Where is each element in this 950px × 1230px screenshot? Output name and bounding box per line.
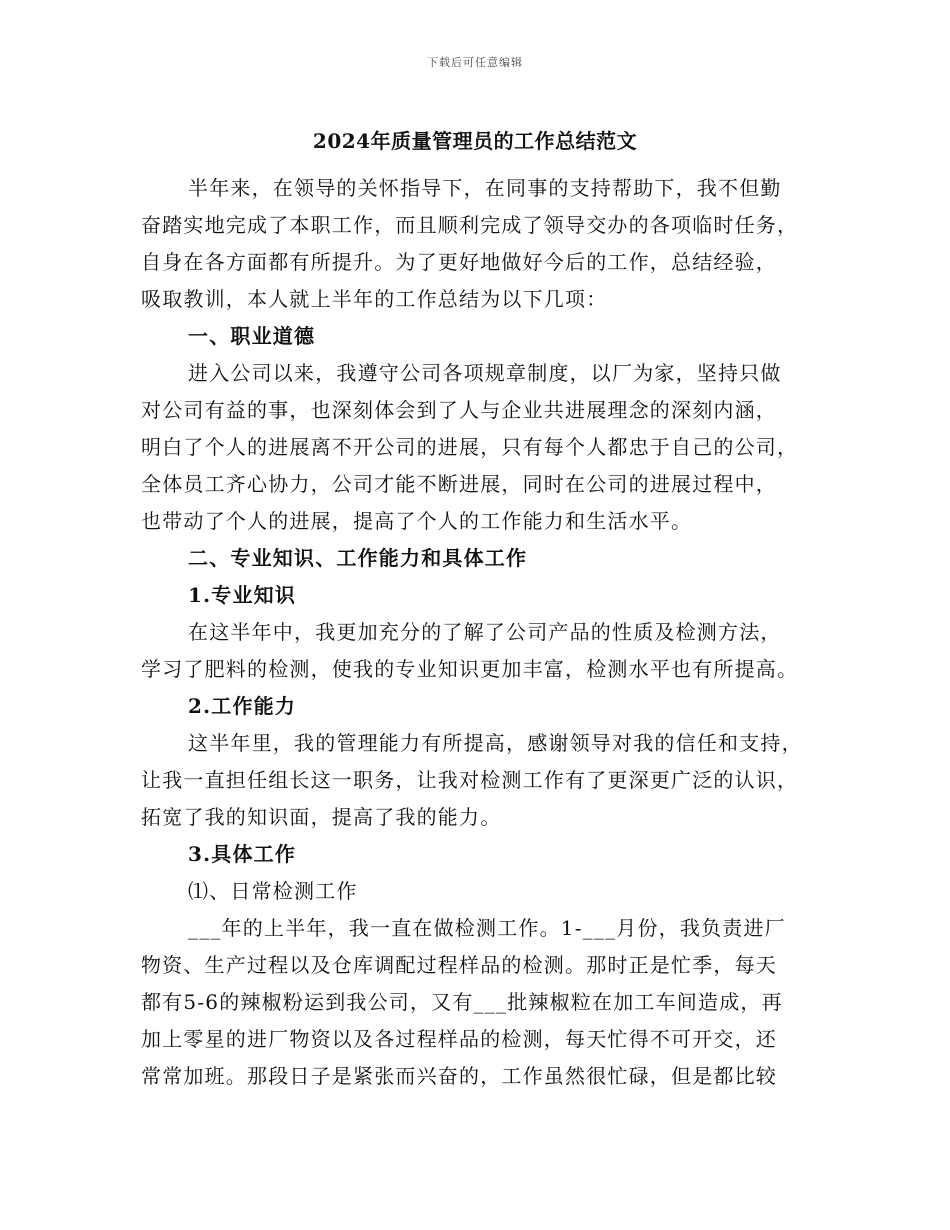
paragraph-line: 奋踏实地完成了本职工作，而且顺利完成了领导交办的各项临时任务，	[141, 213, 799, 237]
section-heading: 一、职业道德	[188, 324, 316, 348]
paragraph-line: ___年的上半年，我一直在做检测工作。1-___月份，我负责进厂	[188, 916, 786, 940]
paragraph-line: 进入公司以来，我遵守公司各项规章制度，以厂为家，坚持只做	[188, 361, 782, 385]
paragraph-line: 半年来，在领导的关怀指导下，在同事的支持帮助下，我不但勤	[188, 176, 782, 200]
paragraph-line: 也带动了个人的进展，提高了个人的工作能力和生活水平。	[141, 509, 693, 533]
paragraph-line: 让我一直担任组长这一职务，让我对检测工作有了更深更广泛的认识，	[141, 768, 799, 792]
section-heading: 二、专业知识、工作能力和具体工作	[188, 546, 528, 570]
paragraph-line: 都有5-6的辣椒粉运到我公司，又有___批辣椒粒在加工车间造成，再	[141, 990, 783, 1014]
paragraph-line: 拓宽了我的知识面，提高了我的能力。	[141, 805, 502, 829]
paragraph-line: 全体员工齐心协力，公司才能不断进展，同时在公司的进展过程中，	[141, 472, 777, 496]
paragraph-line: 在这半年中，我更加充分的了解了公司产品的性质及检测方法，	[188, 620, 782, 644]
paragraph-line: 学习了肥料的检测，使我的专业知识更加丰富，检测水平也有所提高。	[141, 657, 799, 681]
subsection-heading: 2.工作能力	[188, 694, 297, 718]
paragraph-line: 明白了个人的进展离不开公司的进展，只有每个人都忠于自己的公司，	[141, 435, 799, 459]
paragraph-line: 吸取教训，本人就上半年的工作总结为以下几项：	[141, 287, 608, 311]
list-item-heading: ⑴、日常检测工作	[188, 879, 358, 903]
paragraph-line: 对公司有益的事，也深刻体会到了人与企业共进展理念的深刻内涵，	[141, 398, 777, 422]
subsection-heading: 1.专业知识	[188, 583, 297, 607]
paragraph-line: 物资、生产过程以及仓库调配过程样品的检测。那时正是忙季，每天	[141, 953, 777, 977]
paragraph-line: 加上零星的进厂物资以及各过程样品的检测，每天忙得不可开交，还	[141, 1027, 777, 1051]
paragraph-line: 常常加班。那段日子是紧张而兴奋的，工作虽然很忙碌，但是都比较	[141, 1064, 777, 1088]
subsection-heading: 3.具体工作	[188, 842, 297, 866]
paragraph-line: 自身在各方面都有所提升。为了更好地做好今后的工作，总结经验，	[141, 250, 777, 274]
header-note: 下载后可任意编辑	[427, 56, 523, 69]
document-title: 2024年质量管理员的工作总结范文	[312, 129, 638, 153]
paragraph-line: 这半年里，我的管理能力有所提高，感谢领导对我的信任和支持，	[188, 731, 803, 755]
